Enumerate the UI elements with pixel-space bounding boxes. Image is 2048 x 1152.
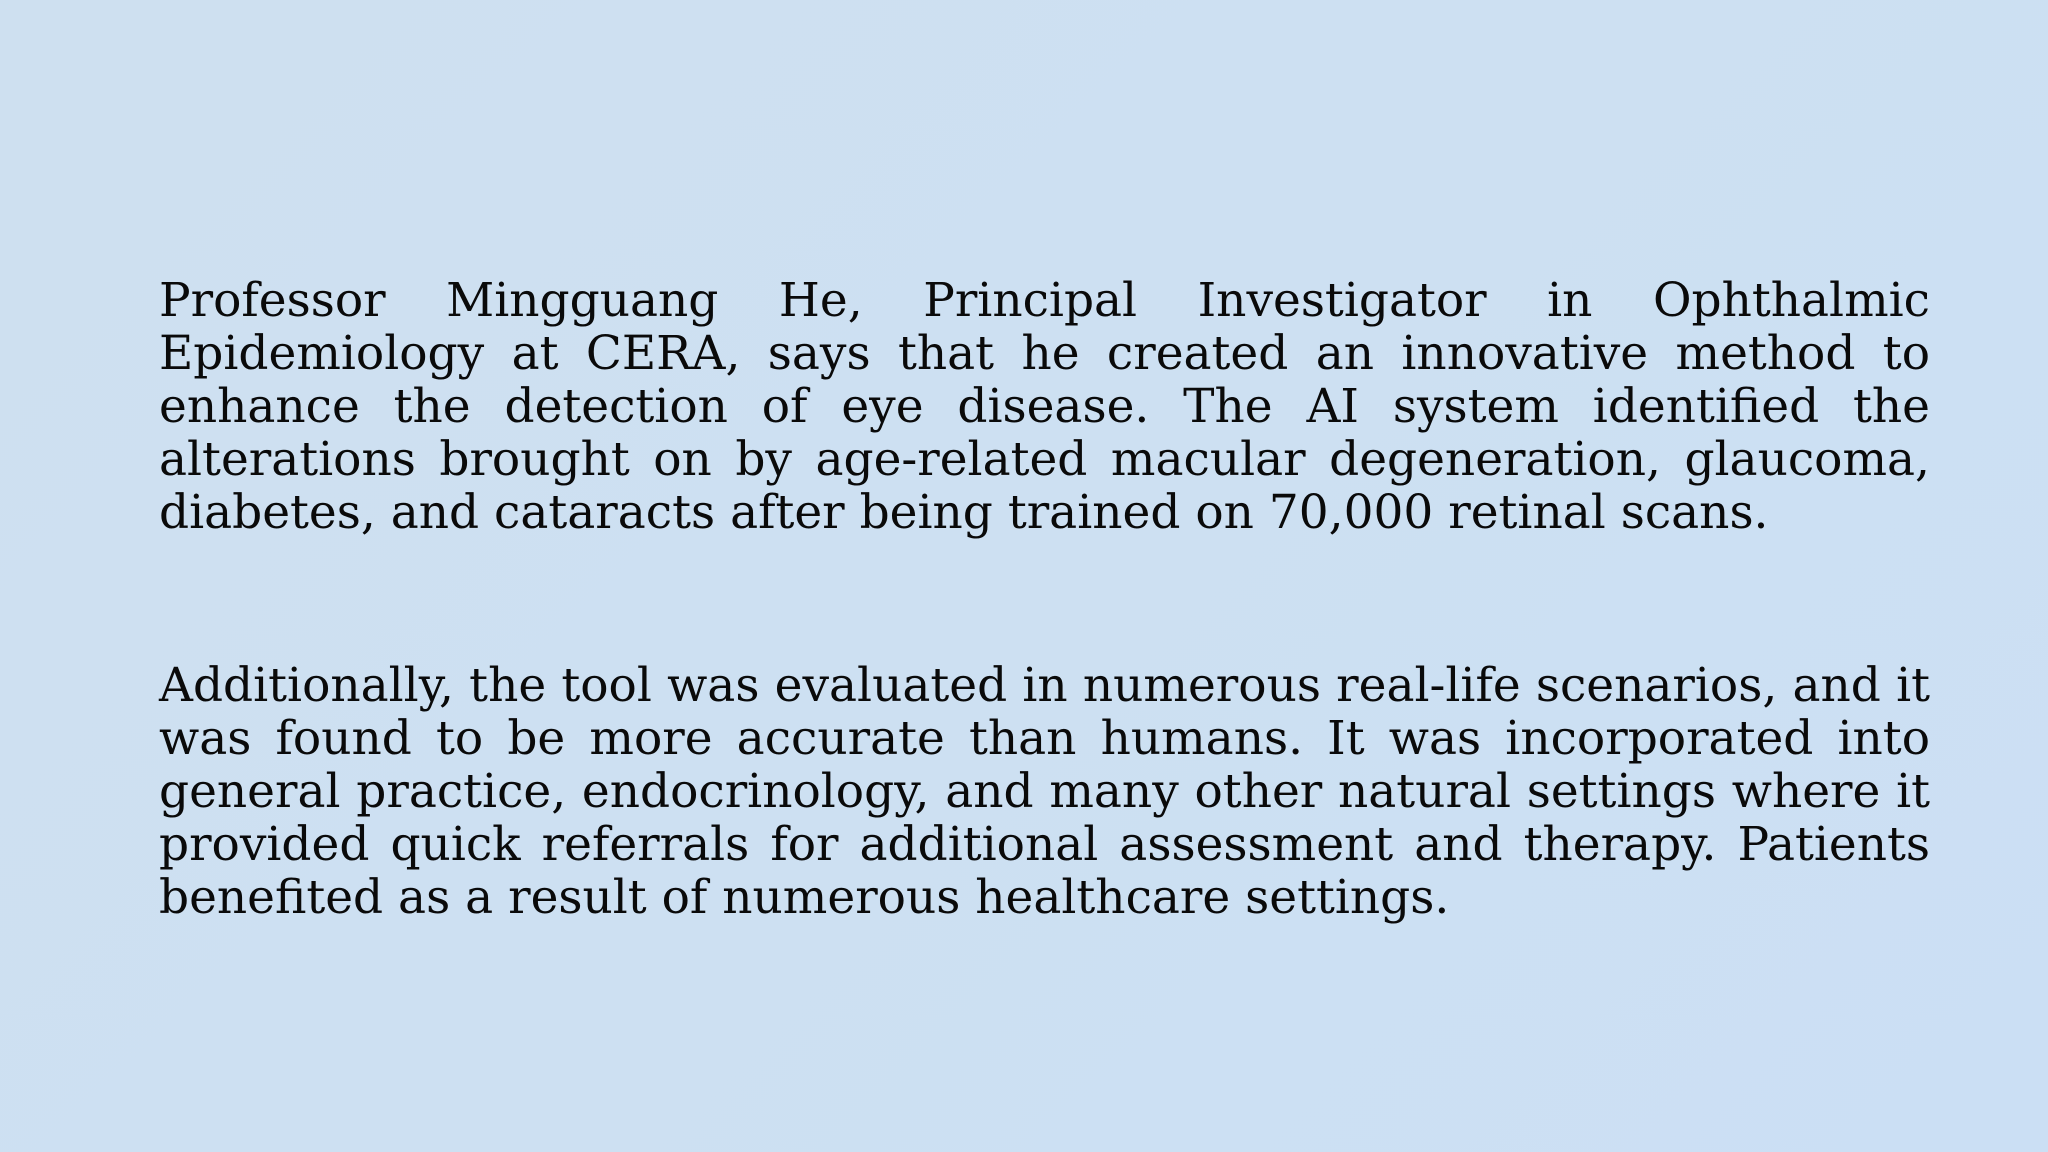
paragraph-tool-evaluation: Additionally, the tool was evaluated in numerous real-life scenarios, and it was found to be more accurate than humans. It was incorporated into general practice, endocrinology, and many other natural settings where it provided quick referrals for additional assessment and therapy. Patients benefited as a result of numerous healthcare settings. [159, 658, 1930, 925]
paragraph-ai-eye-detection: Professor Mingguang He, Principal Investigator in Ophthalmic Epidemiology at CERA, says that he created an innovative method to enhance the detection of eye disease. The AI system identified the alterations brought on by age-related macular degeneration, glaucoma, diabetes, and cataracts after being trained on 70,000 retinal scans. [159, 273, 1930, 540]
